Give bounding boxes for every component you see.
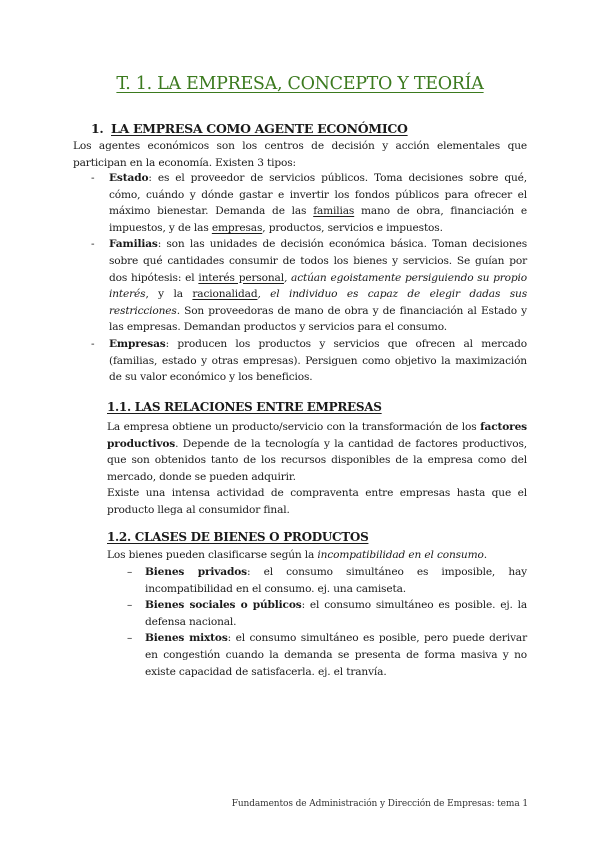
goods-list: [127, 564, 528, 680]
section-1-heading-text: LA EMPRESA COMO AGENTE ECONÓMICO: [111, 121, 408, 136]
estado-text: mano de obra, financiación e impuestos, y de las: [109, 205, 527, 234]
factores-productivos: factores productivos: [107, 421, 527, 450]
section-1-1-body: [107, 419, 527, 519]
section-1-2-text: Los bienes pueden clasificarse según la: [107, 549, 318, 561]
link-familias: familias: [313, 205, 355, 218]
section-1-1-text: . Depende de la tecnología y la cantidad de factores productivos, que son obtenidos tanto de los recursos disponibles de la empresa como del mercado, donde se pueden adquirir.: [107, 437, 527, 483]
section-1-intro: Los agentes económicos son los centros de decisión y acción elementales que participan en la economía. Existen 3 tipos:: [73, 140, 527, 169]
estado-text: , productos, servicios e impuestos.: [262, 221, 443, 234]
list-bullet: -: [91, 172, 95, 184]
term-bienes-mixtos: Bienes mixtos: [145, 632, 228, 645]
section-1-2-intro: [107, 547, 527, 564]
goods-text: : el consumo simultáneo es posible, pero puede derivar en congestión cuando la demanda se presenta de forma masiva y no existe capacidad de satisfacerla. ej. el tranvía.: [145, 632, 527, 678]
racionalidad-description: , el individuo es capaz de elegir dadas sus restricciones: [109, 288, 527, 317]
list-bullet: -: [91, 337, 95, 350]
list-item-goods: [127, 630, 527, 680]
page-footer: Fundamentos de Administración y Dirección de Empresas: tema 1: [231, 799, 528, 809]
list-bullet: –: [127, 632, 133, 645]
term-bienes-publicos: Bienes sociales o públicos: [145, 599, 302, 612]
list-item-familias: [91, 236, 528, 336]
term-bienes-privados: Bienes privados: [145, 566, 247, 578]
list-bullet: -: [91, 238, 95, 251]
section-1-number: 1.: [91, 121, 104, 136]
link-empresas: empresas: [211, 221, 263, 234]
term-empresas: Empresas: [109, 337, 166, 350]
list-bullet: –: [127, 599, 133, 612]
section-1-2-heading: 1.2. CLASES DE BIENES O PRODUCTOS: [107, 530, 369, 544]
section-1-1-heading: 1.1. LAS RELACIONES ENTRE EMPRESAS: [107, 400, 382, 414]
term-familias: Familias: [109, 238, 158, 251]
interes-personal: interés personal: [198, 271, 284, 284]
list-item-goods: [127, 564, 527, 597]
interes-description: , actúan egoistamente persiguiendo su propio interés: [109, 271, 528, 301]
section-1-2-text: .: [483, 549, 487, 561]
goods-text: : el consumo simultáneo es imposible, hay incompatibilidad en el consumo. ej. una camiseta.: [145, 566, 527, 595]
section-1-1-text: Existe una intensa actividad de compraventa entre empresas hasta que el producto llega al consumidor final.: [107, 487, 527, 516]
familias-text: . Son proveedoras de mano de obra y de financiación al Estado y las empresas. Demandan productos y servicios para el consumo.: [109, 304, 527, 334]
economic-agents-list: [91, 170, 528, 386]
goods-text: : el consumo simultáneo es posible. ej. la defensa nacional.: [145, 599, 528, 628]
term-estado: Estado: [109, 172, 149, 184]
incompatibilidad: incompatibilidad en el consumo: [317, 549, 484, 561]
document-title: T. 1. LA EMPRESA, CONCEPTO Y TEORÍA: [116, 74, 484, 94]
estado-text: : es el proveedor de servicios públicos. Toma decisiones sobre qué, cómo, cuándo y dónde gastar e invertir los fondos públicos para ofrecer el máximo bienestar. Demanda de las: [109, 172, 527, 218]
section-1-heading: [91, 121, 408, 136]
list-item-goods: [127, 597, 528, 630]
empresas-text: : producen los productos y servicios que ofrecen al mercado (familias, estado y otras empresas). Persiguen como objetivo la maximización de su valor económico y los beneficios.: [109, 337, 527, 384]
list-item-estado: [91, 170, 527, 236]
racionalidad: racionalidad: [192, 288, 258, 301]
familias-text: : son las unidades de decisión económica básica. Toman decisiones sobre qué cantidades consumir de todos los bienes y servicios. Se guían por dos hipótesis: el: [109, 238, 527, 284]
section-1-1-text: La empresa obtiene un producto/servicio con la transformación de los: [107, 421, 481, 433]
list-item-empresas: [91, 336, 527, 386]
list-bullet: –: [127, 566, 133, 578]
familias-text: , y la: [145, 288, 193, 301]
